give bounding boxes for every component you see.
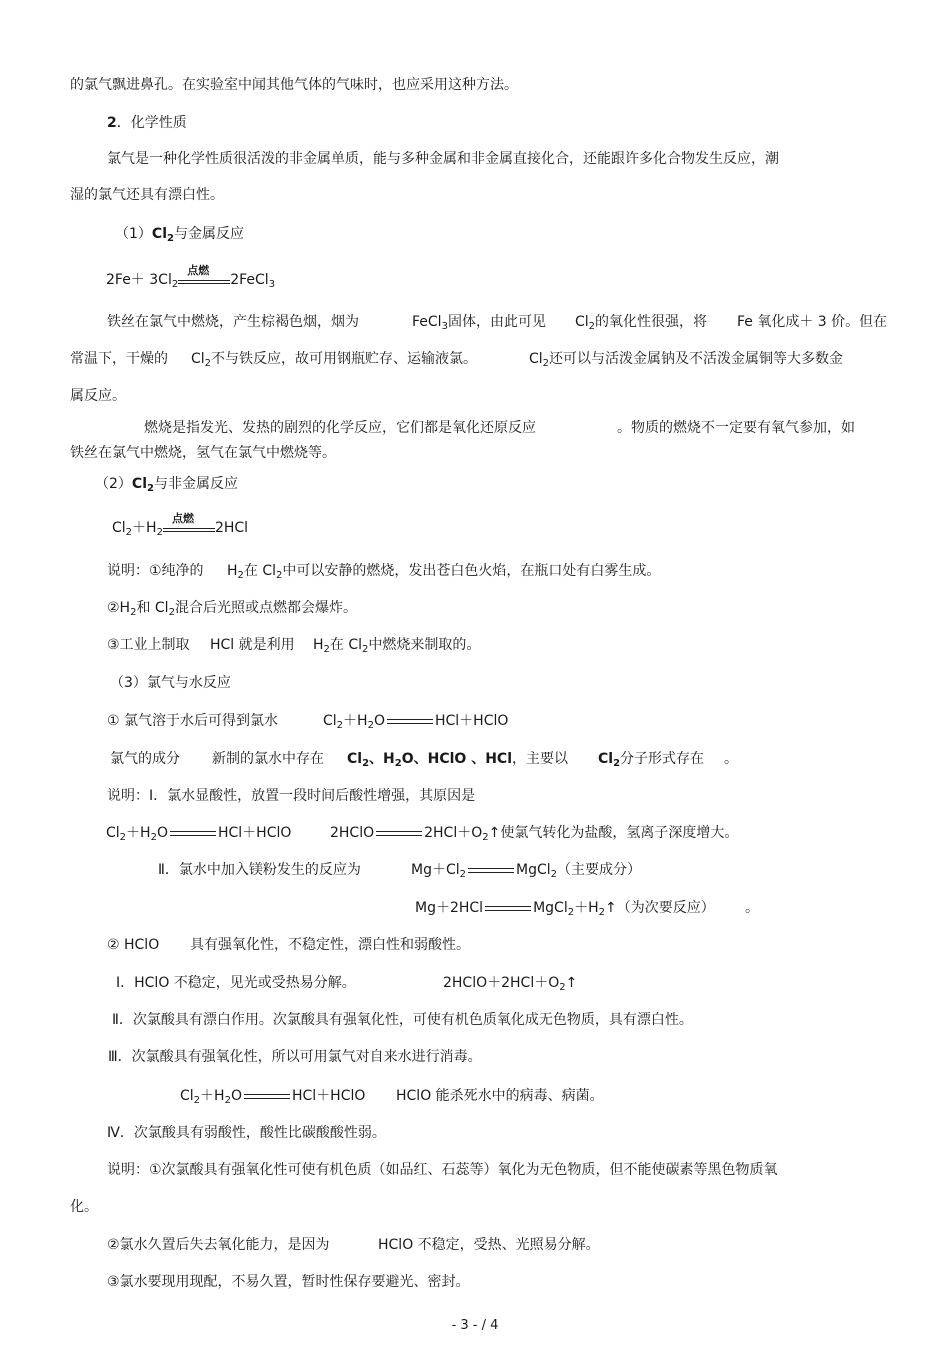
note-line: ②氯水久置后失去氧化能力，是因为: [107, 1237, 330, 1253]
section-heading-chemical-properties: 2．化学性质: [107, 115, 187, 131]
equation-fe-cl2: $2Fe+ 3Cl_2$ 点燃 2FeCl$_3$: [106, 264, 276, 290]
paragraph-line: ① 氯气溶于水后可得到氯水: [107, 713, 279, 729]
equation-mg-cl2: $Mg+Cl_2$ MgCl$_2$（主要成分）: [411, 862, 642, 880]
paragraph-line: 。: [724, 751, 738, 767]
subheading-metal-reaction: $(1)Cl_2$与金属反应: [115, 226, 244, 244]
note-line: $H_2$在 $Cl_2$中可以安静的燃烧，发出苍白色火焰，在瓶口处有白雾生成。: [227, 563, 661, 581]
paragraph-line: 具有强氧化性，不稳定性，漂白性和弱酸性。: [190, 937, 470, 953]
subheading-nonmetal-reaction: $(2)Cl_2$与非金属反应: [95, 476, 238, 494]
note-line: Ⅱ．氯水中加入镁粉发生的反应为: [158, 862, 361, 878]
paragraph-line: 燃烧是指发光、发热的剧烈的化学反应，它们都是氧化还原反应: [144, 420, 536, 436]
paragraph-line: Fe 氧化成＋ 3 价。但在: [737, 314, 888, 330]
paragraph-line: 属反应。: [70, 388, 126, 404]
note-line: ③工业上制取: [107, 637, 190, 653]
equals-sign: [170, 831, 216, 836]
reaction-condition-arrow: 点燃: [178, 271, 230, 289]
paragraph-line: 。物质的燃烧不一定要有氧气参加，如: [617, 420, 855, 436]
paragraph-line: $Cl_2$不与铁反应，故可用钢瓶贮存、运输液氯。: [191, 351, 478, 369]
formula-cl2: $Cl_2$的氧化性很强，将: [575, 314, 708, 332]
note-line: HCl 就是利用: [210, 637, 295, 653]
reaction-condition-arrow: 点燃: [163, 519, 215, 537]
note-line: ③氯水要现用现配，不易久置，暂时性保存要避光、密封。: [107, 1274, 470, 1290]
paragraph-line: 常温下，干燥的: [70, 351, 168, 367]
note-line: HClO 不稳定，受热、光照易分解。: [378, 1237, 600, 1253]
note-line: 。: [745, 900, 759, 916]
chlorine-water-components: $Cl_2$、$H_2O$、HClO 、HCl，主要以: [347, 751, 568, 769]
equation-h2-cl2: $Cl_2+H_2$ 点燃 2HCl: [112, 512, 249, 538]
equation-disinfection: $Cl_2+H_2O$ HCl＋HClO: [180, 1088, 366, 1106]
paragraph-line: ② HClO: [107, 937, 160, 953]
equals-sign: [387, 719, 433, 724]
note-line: Ⅰ．HClO 不稳定，见光或受热易分解。: [116, 975, 356, 991]
note-line: Ⅳ．次氯酸具有弱酸性，酸性比碳酸酸性弱。: [107, 1125, 386, 1141]
equation-hclo-light: $2HClO+2HCl+O_2↑$: [443, 975, 578, 993]
formula-fecl3: FeCl$_3$固体，由此可见: [412, 314, 546, 332]
note-line: 说明：①次氯酸具有强氧化性可使有机色质（如品红、石蕊等）氧化为无色物质，但不能使碳素等黑色物质氧: [107, 1162, 778, 1178]
paragraph-line: 氯气是一种化学性质很活泼的非金属单质，能与多种金属和非金属直接化合，还能跟许多化合物发生反应，潮: [107, 151, 779, 167]
intro-line: 的氯气飘进鼻孔。在实验室中闻其他气体的气味时，也应采用这种方法。: [70, 77, 518, 93]
note-line: 说明：Ⅰ．氯水显酸性，放置一段时间后酸性增强，其原因是: [107, 788, 476, 804]
note-line: $H_2$在 $Cl_2$中燃烧来制取的。: [313, 637, 481, 655]
equation-mg-hcl: Mg＋2HCl $MgCl_2+H_2↑$（为次要反应）: [415, 900, 715, 918]
note-line: Ⅲ．次氯酸具有强氧化性，所以可用氯气对自来水进行消毒。: [108, 1049, 482, 1065]
paragraph-line: $Cl_2$还可以与活泼金属钠及不活泼金属铜等大多数金: [529, 351, 844, 369]
equals-sign: [244, 1094, 290, 1099]
paragraph-line: 铁丝在氯气中燃烧，氢气在氯气中燃烧等。: [70, 445, 336, 461]
paragraph-line: 铁丝在氯气中燃烧，产生棕褐色烟，烟为: [107, 314, 359, 330]
paragraph-line: 新制的氯水中存在: [212, 751, 324, 767]
note-line: 说明：①纯净的: [107, 563, 204, 579]
note-line: $②H_2$和 $Cl_2$混合后光照或点燃都会爆炸。: [107, 600, 357, 618]
equals-sign: [376, 831, 422, 836]
paragraph-line: 湿的氯气还具有漂白性。: [70, 187, 224, 203]
paragraph-line: 氯气的成分: [110, 751, 180, 767]
paragraph-line: $Cl_2$分子形式存在: [598, 751, 705, 769]
note-line: 化。: [70, 1199, 98, 1215]
equals-sign: [485, 906, 531, 911]
equals-sign: [468, 868, 514, 873]
note-line: Ⅱ．次氯酸具有漂白作用。次氯酸具有强氧化性，可使有机色质氧化成无色物质，具有漂白性。: [112, 1012, 693, 1028]
subheading-water-reaction: （3）氯气与水反应: [110, 675, 231, 691]
note-line: HClO 能杀死水中的病毒、病菌。: [396, 1088, 604, 1104]
page-number: - 3 - / 4: [451, 1318, 499, 1333]
equation-hclo-decomposition: 2HClO $2HCl+O_2↑$使氯气转化为盐酸，氢离子深度增大。: [330, 825, 739, 843]
equation-cl2-water: $Cl_2+H_2O$ HCl＋HClO: [323, 713, 509, 731]
equation-chlorine-water: $Cl_2+H_2O$ HCl＋HClO: [106, 825, 292, 843]
